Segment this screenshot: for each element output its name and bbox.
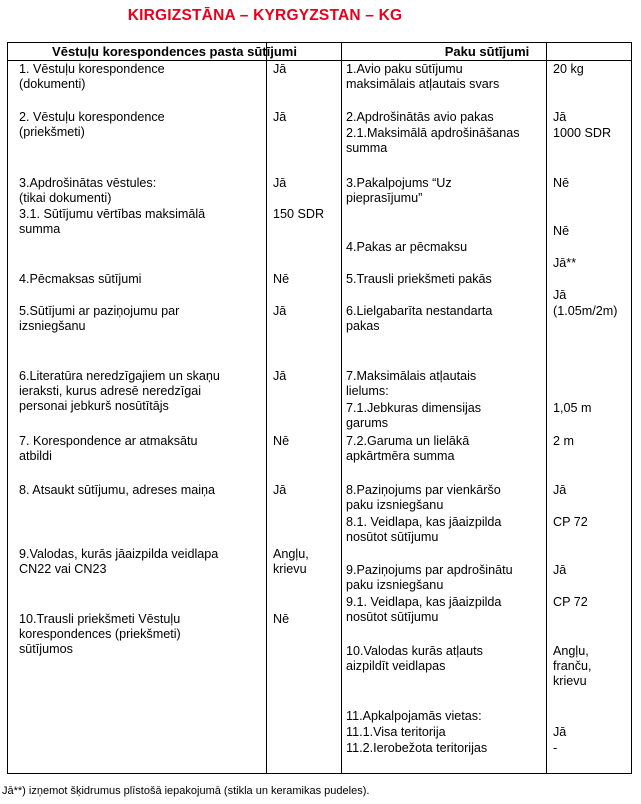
letter-item-value: Nē: [273, 272, 290, 286]
letter-item-label: 4.Pēcmaksas sūtījumi: [19, 272, 142, 286]
parcel-item-value: CP 72: [553, 595, 588, 609]
letter-item-label: 3.Apdrošinātas vēstules: (tikai dokumenti): [19, 176, 157, 205]
letter-item-value: Jā: [273, 176, 287, 190]
letter-item-label: 10.Trausli priekšmeti Vēstuļu korespondences (priekšmeti) sūtījumos: [19, 612, 181, 656]
parcel-item-value: Jā**: [553, 256, 577, 270]
parcel-item-label: 8.Paziņojums par vienkāršo paku izsniegšanu: [346, 483, 501, 512]
letter-item-value: Jā: [273, 369, 287, 383]
column-divider: [341, 43, 342, 773]
letter-item-label: 7. Korespondence ar atmaksātu atbildi: [19, 434, 198, 463]
right-column-header: Paku sūtījumi: [444, 44, 530, 59]
parcel-item-label: 11.Apkalpojamās vietas:: [346, 709, 482, 723]
footnote: Jā**) izņemot šķidrumus plīstošā iepakojumā (stikla un keramikas pudeles).: [2, 785, 370, 797]
letter-item-label: 1. Vēstuļu korespondence (dokumenti): [19, 62, 165, 91]
parcel-item-value: Jā: [553, 483, 567, 497]
parcel-item-value: 2 m: [553, 434, 574, 448]
parcel-item-label: 8.1. Veidlapa, kas jāaizpilda nosūtot sūtījumu: [346, 515, 502, 544]
parcel-item-label: 6.Lielgabarīta nestandarta pakas: [346, 304, 493, 333]
parcel-item-value: CP 72: [553, 515, 588, 529]
parcel-item-label: 11.1.Visa teritorija: [346, 725, 446, 739]
letter-item-label: 9.Valodas, kurās jāaizpilda veidlapa CN22 vai CN23: [19, 547, 219, 576]
letter-item-value: 150 SDR: [273, 207, 325, 221]
parcel-item-value: Jā: [553, 725, 567, 739]
letter-item-value: Angļu, krievu: [273, 547, 309, 576]
parcel-item-value: 1000 SDR: [553, 126, 612, 140]
parcel-item-label: 11.2.Ierobežota teritorijas: [346, 741, 488, 755]
parcel-item-label: 2.1.Maksimālā apdrošināšanas summa: [346, 126, 520, 155]
parcel-item-label: 7.1.Jebkuras dimensijas garums: [346, 401, 482, 430]
left-column-header: Vēstuļu korespondences pasta sūtījumi: [52, 44, 297, 59]
parcel-item-value: Jā: [553, 110, 567, 124]
letter-item-value: Jā: [273, 304, 287, 318]
parcel-item-label: 3.Pakalpojums “Uz pieprasījumu”: [346, 176, 452, 205]
parcel-item-label: 9.1. Veidlapa, kas jāaizpilda nosūtot sūtījumu: [346, 595, 502, 624]
letter-item-label: 2. Vēstuļu korespondence (priekšmeti): [19, 110, 165, 139]
parcel-item-value: (1.05m/2m): [553, 304, 618, 318]
parcel-item-value: Nē: [553, 224, 570, 238]
parcel-item-label: 10.Valodas kurās atļauts aizpildīt veidlapas: [346, 644, 483, 673]
header-divider: [8, 60, 631, 61]
letter-item-value: Jā: [273, 110, 287, 124]
letter-item-value: Nē: [273, 612, 290, 626]
letter-item-label: 8. Atsaukt sūtījumu, adreses maiņa: [19, 483, 216, 497]
letter-item-label: 6.Literatūra neredzīgajiem un skaņu ieraksti, kurus adresē neredzīgai personai jebkurš nosūtītājs: [19, 369, 220, 413]
page-title: KIRGIZSTĀNA – KYRGYZSTAN – KG: [127, 7, 403, 24]
parcel-item-value: 1,05 m: [553, 401, 592, 415]
letter-item-value: Jā: [273, 62, 287, 76]
parcel-item-label: 9.Paziņojums par apdrošinātu paku izsniegšanu: [346, 563, 513, 592]
letter-item-label: 5.Sūtījumi ar paziņojumu par izsniegšanu: [19, 304, 180, 333]
parcel-item-value: Jā: [553, 288, 567, 302]
parcel-item-value: Angļu, franču, krievu: [553, 644, 592, 688]
parcel-item-label: 4.Pakas ar pēcmaksu: [346, 240, 468, 254]
parcel-item-value: -: [553, 741, 558, 755]
parcel-item-value: 20 kg: [553, 62, 584, 76]
column-divider: [266, 43, 267, 773]
parcel-item-value: Nē: [553, 176, 570, 190]
parcel-item-label: 7.Maksimālais atļautais lielums:: [346, 369, 477, 398]
letter-item-value: Jā: [273, 483, 287, 497]
parcel-item-label: 2.Apdrošinātās avio pakas: [346, 110, 494, 124]
column-divider: [546, 43, 547, 773]
letter-item-label: 3.1. Sūtījumu vērtības maksimālā summa: [19, 207, 206, 236]
parcel-item-label: 5.Trausli priekšmeti pakās: [346, 272, 492, 286]
parcel-item-label: 7.2.Garuma un lielākā apkārtmēra summa: [346, 434, 470, 463]
parcel-item-label: 1.Avio paku sūtījumu maksimālais atļautais svars: [346, 62, 500, 91]
postal-table: [7, 42, 632, 774]
letter-item-value: Nē: [273, 434, 290, 448]
parcel-item-value: Jā: [553, 563, 567, 577]
